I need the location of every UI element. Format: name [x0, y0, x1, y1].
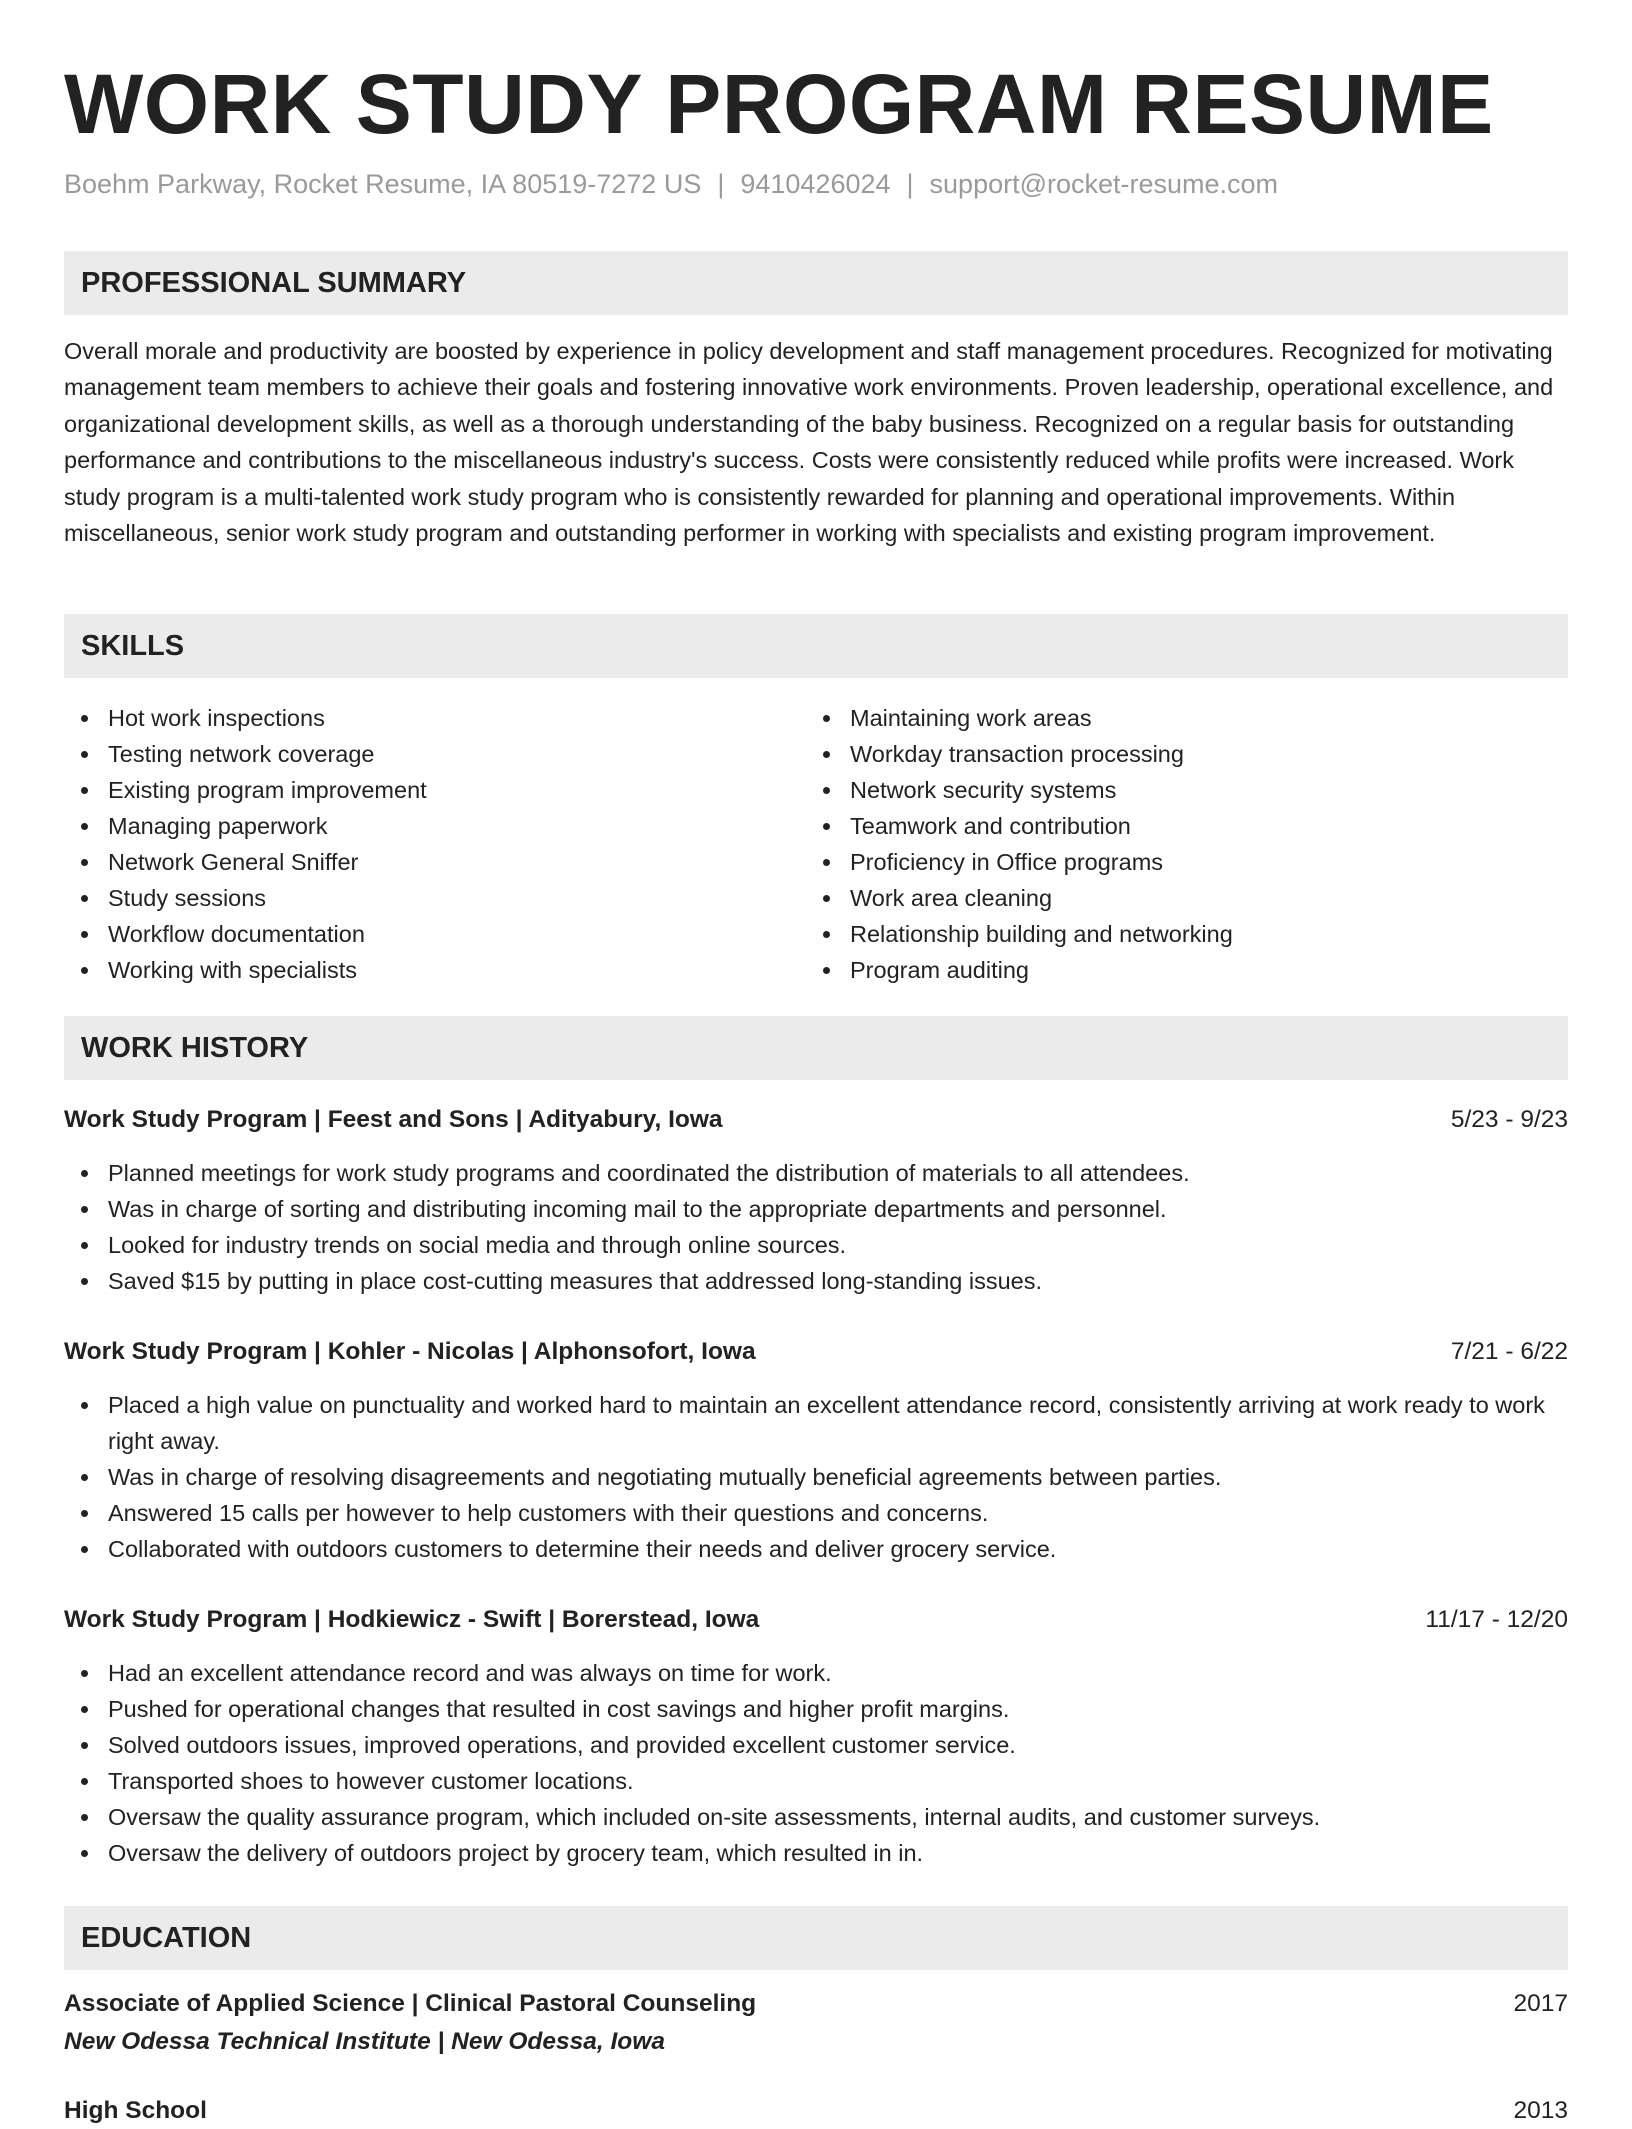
section-heading: EDUCATION [81, 1922, 252, 1954]
job-dates: 11/17 - 12/20 [1425, 1606, 1568, 1633]
skill-item: Proficiency in Office programs [806, 844, 1546, 880]
job-bullet: Looked for industry trends on social media and through online sources. [64, 1227, 1568, 1263]
degree: Associate of Applied Science | Clinical Pastoral Counseling [64, 1990, 757, 2017]
section-heading: WORK HISTORY [81, 1032, 309, 1064]
contact-separator: | [906, 169, 914, 199]
job-title: Work Study Program | Kohler - Nicolas | Alphonsofort, Iowa [64, 1338, 756, 1365]
skill-item: Relationship building and networking [806, 916, 1546, 952]
skill-item: Existing program improvement [64, 772, 804, 808]
skill-item: Managing paperwork [64, 808, 804, 844]
job-title: Work Study Program | Hodkiewicz - Swift | Borerstead, Iowa [64, 1606, 760, 1633]
job-dates: 7/21 - 6/22 [1450, 1338, 1568, 1365]
skill-item: Hot work inspections [64, 700, 804, 736]
education-section-header [64, 1906, 1568, 1970]
job-bullets [64, 1155, 1568, 1299]
job-title: Work Study Program | Feest and Sons | Adityabury, Iowa [64, 1106, 723, 1133]
skill-item: Program auditing [806, 952, 1546, 988]
skill-item: Workday transaction processing [806, 736, 1546, 772]
skill-item: Teamwork and contribution [806, 808, 1546, 844]
skill-item: Workflow documentation [64, 916, 804, 952]
job-header [64, 1602, 1568, 1638]
job-header [64, 1334, 1568, 1370]
contact-separator: | [717, 169, 725, 199]
contact-line [64, 166, 1278, 202]
job-bullet: Pushed for operational changes that resulted in cost savings and higher profit margins. [64, 1691, 1568, 1727]
job-bullet: Answered 15 calls per however to help customers with their questions and concerns. [64, 1495, 1568, 1531]
summary-text: Overall morale and productivity are boosted by experience in policy development and staff management procedures. Recognized for motivating management team members to achieve their goals and fostering innovative work environments. Proven leadership, operational excellence, and organizational development skills, as well as a thorough understanding of the baby business. Recognized on a regular basis for outstanding performance and contributions to the miscellaneous industry's success. Costs were consistently reduced while profits were increased. Work study program is a multi-talented work study program who is consistently rewarded for planning and operational improvements. Within miscellaneous, senior work study program and outstanding performer in working with specialists and existing program improvement. [64, 338, 1554, 547]
skill-item: Network security systems [806, 772, 1546, 808]
education-entry [64, 2093, 1568, 2129]
skill-item: Work area cleaning [806, 880, 1546, 916]
job-bullet: Saved $15 by putting in place cost-cutting measures that addressed long-standing issues. [64, 1263, 1568, 1299]
degree: High School [64, 2097, 207, 2124]
job-header [64, 1102, 1568, 1138]
institution: New Odessa Technical Institute | New Odessa, Iowa [64, 2028, 665, 2055]
contact-email: support@rocket-resume.com [929, 169, 1279, 199]
contact-address: Boehm Parkway, Rocket Resume, IA 80519-7272 US [64, 169, 702, 199]
skills-list-right [806, 700, 1546, 988]
job-bullet: Had an excellent attendance record and was always on time for work. [64, 1655, 1568, 1691]
job-bullet: Oversaw the delivery of outdoors project by grocery team, which resulted in in. [64, 1835, 1568, 1871]
job-bullet: Transported shoes to however customer locations. [64, 1763, 1568, 1799]
work-history-section-header [64, 1016, 1568, 1080]
job-bullets [64, 1655, 1568, 1871]
graduation-year: 2013 [1513, 2097, 1568, 2124]
job-bullet: Was in charge of sorting and distributing incoming mail to the appropriate departments and personnel. [64, 1191, 1568, 1227]
job-bullets [64, 1387, 1568, 1567]
summary-section-header [64, 251, 1568, 315]
education-entry [64, 1986, 1568, 2022]
job-bullet: Collaborated with outdoors customers to determine their needs and deliver grocery service. [64, 1531, 1568, 1567]
job-bullet: Placed a high value on punctuality and worked hard to maintain an excellent attendance record, consistently arriving at work ready to work right away. [64, 1387, 1568, 1459]
skill-item: Working with specialists [64, 952, 804, 988]
contact-phone: 9410426024 [740, 169, 891, 199]
skill-item: Study sessions [64, 880, 804, 916]
section-heading: SKILLS [81, 630, 185, 662]
job-bullet: Planned meetings for work study programs and coordinated the distribution of materials to all attendees. [64, 1155, 1568, 1191]
skill-item: Network General Sniffer [64, 844, 804, 880]
section-heading: PROFESSIONAL SUMMARY [81, 267, 467, 299]
skill-item: Testing network coverage [64, 736, 804, 772]
skills-list-left [64, 700, 804, 988]
job-bullet: Solved outdoors issues, improved operations, and provided excellent customer service. [64, 1727, 1568, 1763]
graduation-year: 2017 [1513, 1990, 1568, 2017]
skill-item: Maintaining work areas [806, 700, 1546, 736]
resume-title: WORK STUDY PROGRAM RESUME [64, 57, 1494, 151]
job-dates: 5/23 - 9/23 [1450, 1106, 1568, 1133]
job-bullet: Oversaw the quality assurance program, which included on-site assessments, internal audits, and customer surveys. [64, 1799, 1568, 1835]
skills-section-header [64, 614, 1568, 678]
job-bullet: Was in charge of resolving disagreements and negotiating mutually beneficial agreements between parties. [64, 1459, 1568, 1495]
